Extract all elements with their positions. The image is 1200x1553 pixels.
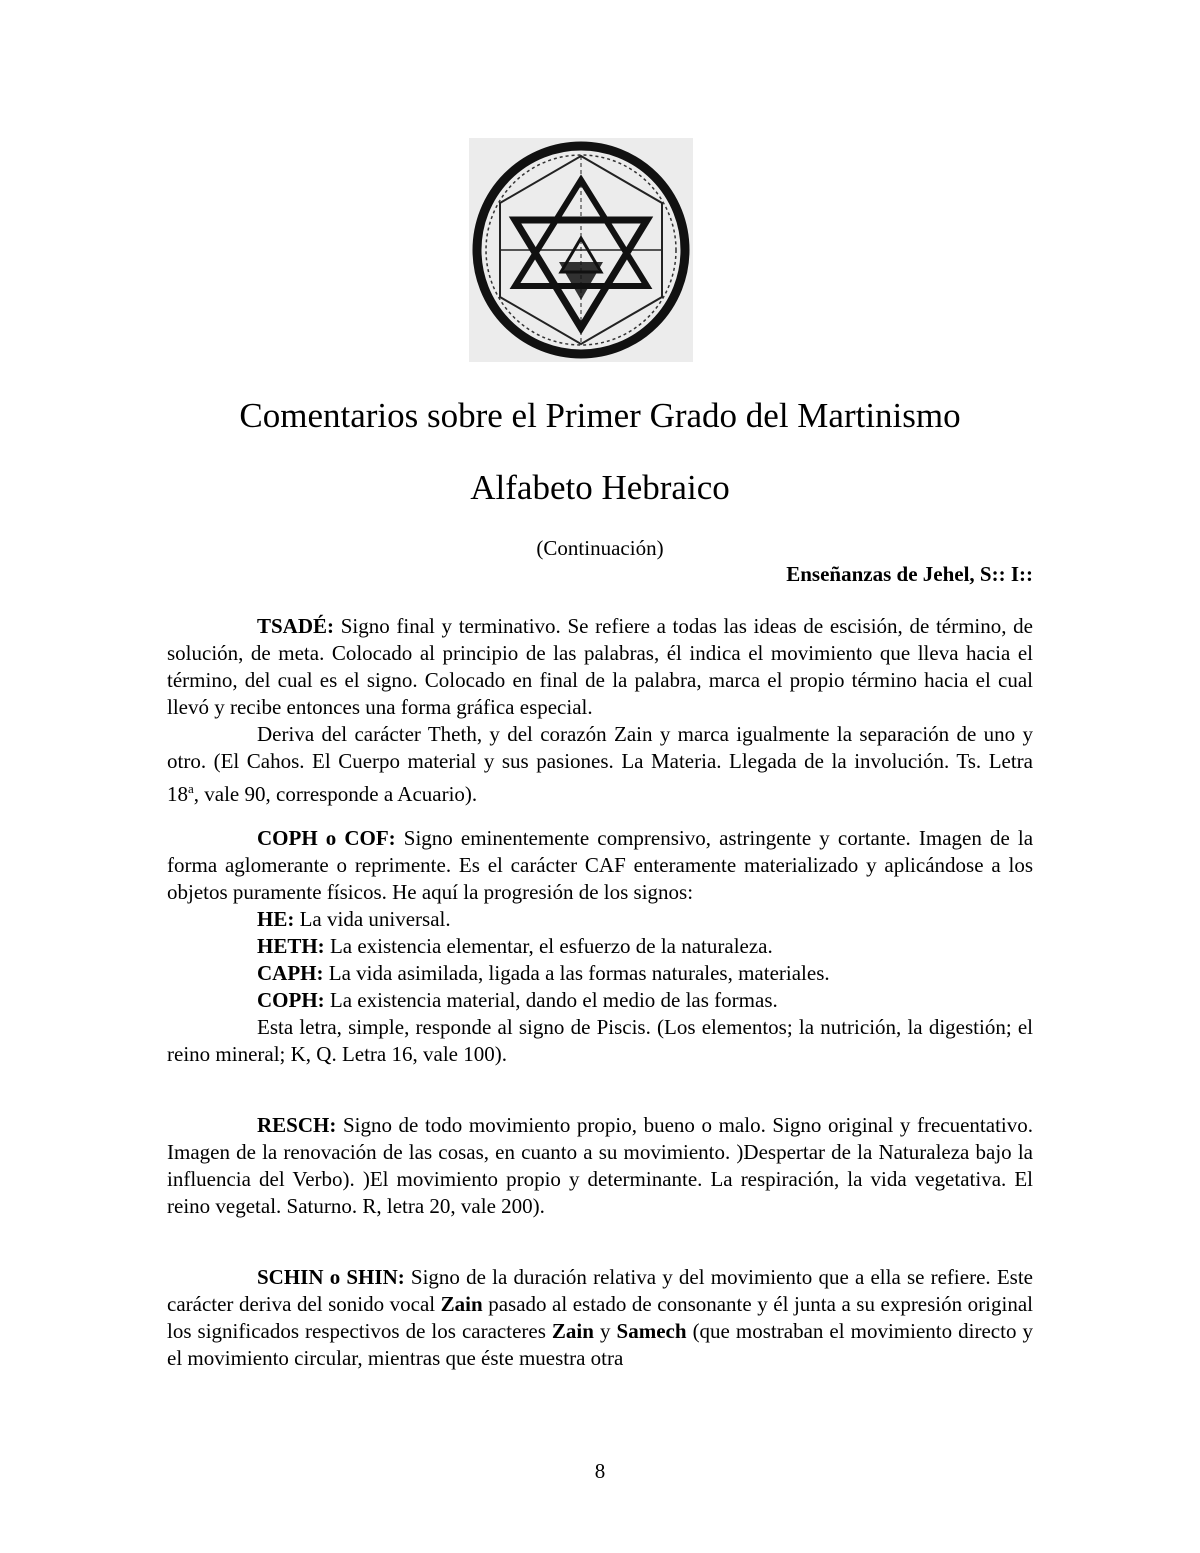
page-number: 8	[594, 1459, 606, 1483]
tsade-text-2a: Deriva del carácter Theth, y del corazón Zain y marca igualmente la separación de uno y otro. (El Cahos. El Cuerpo material y sus pasiones. La Materia. Llegada de la involución. Ts. Letra 18	[167, 722, 1033, 806]
schin-text-4: (que mostraban el movimiento directo y el movimiento circular, mientras que éste muestra otra	[167, 1319, 1033, 1370]
schin-text-1: Signo de la duración relativa y del movimiento que a ella se refiere. Este carácter deriva del sonido vocal	[167, 1265, 1033, 1316]
hexagram-circle-emblem-icon	[469, 138, 693, 362]
list-item	[167, 933, 1033, 960]
tsade-paragraph-2	[167, 721, 1033, 808]
emblem-graphic	[469, 138, 693, 362]
tsade-superscript: a	[188, 781, 194, 796]
tsade-paragraph	[167, 613, 1033, 721]
tsade-text-2b: , vale 90, corresponde a Acuario).	[193, 782, 478, 806]
list-text: La existencia elementar, el esfuerzo de la naturaleza.	[324, 934, 773, 958]
schin-bold-2: Zain	[551, 1319, 594, 1343]
list-term: HE:	[257, 907, 295, 931]
list-item	[167, 987, 1033, 1014]
section-tsade	[167, 613, 1033, 1372]
resch-text: Signo de todo movimiento propio, bueno o malo. Signo original y frecuentativo. Imagen de la renovación de las cosas, en cuanto a su movimiento. )Despertar de la Naturaleza bajo la influencia del Verbo). )El movimiento propio y determinante. La respiración, la vida vegetativa. El reino vegetal. Saturno. R, letra 20, vale 200).	[167, 1113, 1033, 1218]
list-term: COPH:	[257, 988, 325, 1012]
coph-paragraph	[167, 825, 1033, 906]
list-text: La vida universal.	[294, 907, 451, 931]
list-text: La existencia material, dando el medio de las formas.	[324, 988, 778, 1012]
schin-text-2: pasado al estado de consonante y él junta a su expresión original los significados respectivos de los caracteres	[167, 1292, 1033, 1343]
author-credit: Enseñanzas de Jehel, S:: I::	[786, 562, 1033, 586]
list-text: La vida asimilada, ligada a las formas naturales, materiales.	[323, 961, 830, 985]
schin-bold-3: Samech	[616, 1319, 687, 1343]
coph-text: Signo eminentemente comprensivo, astringente y cortante. Imagen de la forma aglomerante o reprimente. Es el carácter CAF enteramente materializado y aplicándose a los objetos puramente físicos. He aquí la progresión de los signos:	[167, 826, 1034, 904]
list-term: CAPH:	[257, 961, 324, 985]
coph-term: COPH o COF:	[257, 826, 396, 850]
schin-bold-1: Zain	[440, 1292, 483, 1316]
schin-paragraph	[167, 1264, 1033, 1372]
page-title: Comentarios sobre el Primer Grado del Martinismo	[239, 396, 961, 435]
page-subtitle: Alfabeto Hebraico	[470, 468, 730, 507]
list-term: HETH:	[257, 934, 325, 958]
resch-paragraph	[167, 1112, 1033, 1220]
continuation-note: (Continuación)	[536, 536, 664, 560]
resch-term: RESCH:	[257, 1113, 337, 1137]
coph-paragraph-2: Esta letra, simple, responde al signo de Piscis. (Los elementos; la nutrición, la digestión; el reino mineral; K, Q. Letra 16, vale 100).	[167, 1015, 1033, 1066]
tsade-term: TSADÉ:	[257, 614, 335, 638]
schin-text-3: y	[593, 1319, 617, 1343]
list-item	[167, 960, 1033, 987]
tsade-text: Signo final y terminativo. Se refiere a todas las ideas de escisión, de término, de solución, de meta. Colocado al principio de las palabras, él indica el movimiento que lleva hacia el término, del cual es el signo. Colocado en final de la palabra, marca el propio término hacia el cual llevó y recibe entonces una forma gráfica especial.	[167, 614, 1033, 719]
list-item	[167, 906, 1033, 933]
schin-term: SCHIN o SHIN:	[257, 1265, 405, 1289]
